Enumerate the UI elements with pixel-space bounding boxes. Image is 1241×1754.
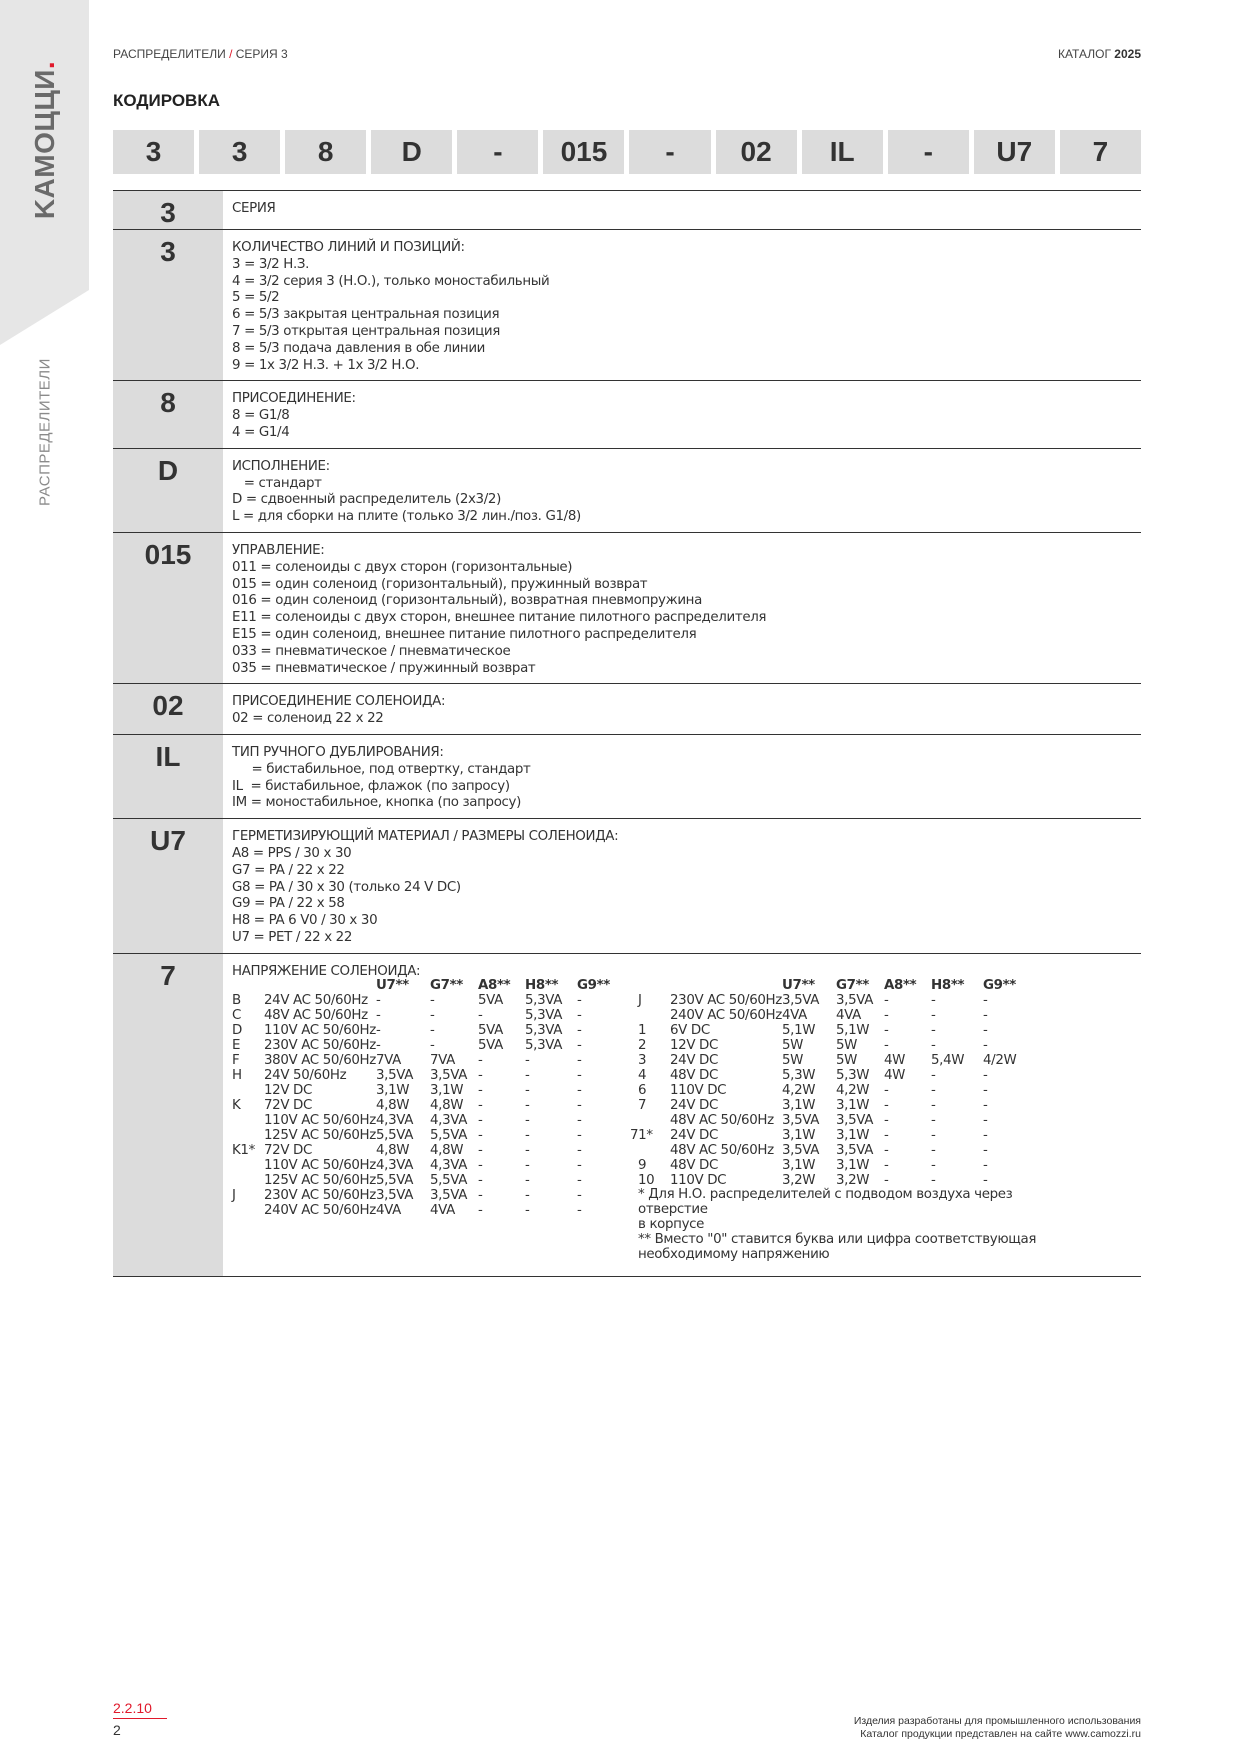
option-line: U7 = PET / 22 x 22	[232, 929, 353, 945]
voltage-cell: 4/2W	[983, 1053, 1017, 1069]
footer-section-code: 2.2.10	[113, 1700, 152, 1716]
voltage-cell: 110V AC 50/60Hz	[264, 1023, 376, 1039]
voltage-cell: 5,3W	[782, 1068, 816, 1084]
voltage-cell: 24V DC	[670, 1053, 719, 1069]
voltage-cell: -	[884, 1023, 889, 1039]
voltage-cell: -	[983, 1038, 988, 1054]
voltage-cell: 6V DC	[670, 1023, 710, 1039]
voltage-cell: -	[577, 1068, 582, 1084]
option-line: 8 = G1/8	[232, 408, 290, 424]
voltage-cell: -	[430, 993, 435, 1009]
voltage-cell: -	[983, 993, 988, 1009]
column-header: G9**	[983, 978, 1016, 994]
voltage-cell: 4,3VA	[376, 1113, 414, 1129]
voltage-cell: 12V DC	[264, 1083, 313, 1099]
voltage-cell: -	[931, 1098, 936, 1114]
option-line: 033 = пневматическое / пневматическое	[232, 643, 511, 659]
voltage-cell: -	[577, 1083, 582, 1099]
voltage-cell: 24V DC	[670, 1098, 719, 1114]
footnote: * Для Н.О. распределителей с подводом воздуха через отверстие	[638, 1186, 1013, 1217]
footer-page-number: 2	[113, 1722, 121, 1738]
column-header: G7**	[836, 978, 869, 994]
voltage-cell: -	[983, 1142, 988, 1158]
voltage-cell: -	[577, 1113, 582, 1129]
option-line: H8 = PA 6 V0 / 30 x 30	[232, 913, 378, 929]
voltage-cell: -	[525, 1142, 530, 1158]
voltage-cell: 5VA	[478, 1023, 503, 1039]
code-cell: 3	[199, 130, 280, 174]
voltage-cell: 240V AC 50/60Hz	[264, 1202, 376, 1218]
breadcrumb-section: РАСПРЕДЕЛИТЕЛИ	[113, 47, 226, 61]
voltage-cell: -	[525, 1202, 530, 1218]
voltage-cell: -	[983, 1098, 988, 1114]
voltage-cell: -	[577, 1202, 582, 1218]
row-description	[223, 954, 1141, 1277]
voltage-cell: 4VA	[376, 1202, 401, 1218]
voltage-cell: -	[884, 1172, 889, 1188]
voltage-cell: -	[525, 1157, 530, 1173]
voltage-cell: 48V AC 50/60Hz	[670, 1142, 774, 1158]
voltage-cell: 24V DC	[670, 1128, 719, 1144]
row-description	[223, 230, 1141, 380]
voltage-cell: 4,8W	[430, 1142, 464, 1158]
voltage-cell: F	[232, 1053, 240, 1069]
voltage-cell: -	[577, 1128, 582, 1144]
voltage-cell: 1	[638, 1023, 647, 1039]
voltage-cell: J	[232, 1187, 236, 1203]
voltage-cell: 4,3VA	[430, 1157, 468, 1173]
voltage-cell: -	[983, 1157, 988, 1173]
voltage-cell: -	[931, 1008, 936, 1024]
voltage-cell: -	[577, 1053, 582, 1069]
voltage-cell: 5,5VA	[430, 1128, 468, 1144]
row-code: 7	[113, 954, 223, 1277]
voltage-cell: -	[931, 1172, 936, 1188]
voltage-cell: 3,5VA	[836, 1113, 874, 1129]
voltage-cell: 48V DC	[670, 1157, 719, 1173]
voltage-cell: 48V AC 50/60Hz	[264, 1008, 368, 1024]
voltage-cell: -	[884, 1008, 889, 1024]
voltage-cell: -	[525, 1053, 530, 1069]
voltage-cell: -	[577, 1172, 582, 1188]
voltage-cell: -	[478, 1187, 483, 1203]
voltage-cell: -	[478, 1172, 483, 1188]
voltage-cell: 72V DC	[264, 1142, 313, 1158]
voltage-cell: 110V DC	[670, 1172, 727, 1188]
voltage-cell: 4,3VA	[376, 1157, 414, 1173]
row-description	[223, 449, 1141, 532]
row-code: 3	[113, 191, 223, 229]
option-line: 4 = G1/4	[232, 424, 290, 440]
voltage-cell: 4VA	[430, 1202, 455, 1218]
voltage-cell: -	[478, 1008, 483, 1024]
breadcrumb	[113, 47, 288, 61]
voltage-cell: -	[884, 1157, 889, 1173]
option-line: G8 = PA / 30 x 30 (только 24 V DC)	[232, 879, 461, 895]
breadcrumb-separator: /	[229, 47, 233, 61]
voltage-cell: -	[983, 1113, 988, 1129]
voltage-cell: 3,1W	[836, 1128, 870, 1144]
voltage-cell: 110V DC	[670, 1083, 727, 1099]
voltage-cell: 5,3VA	[525, 1008, 563, 1024]
option-line: IM = моностабильное, кнопка (по запросу)	[232, 795, 522, 811]
voltage-cell: 3,1W	[836, 1157, 870, 1173]
voltage-cell: 5,3VA	[525, 1023, 563, 1039]
row-code: D	[113, 449, 223, 532]
voltage-cell: 110V AC 50/60Hz	[264, 1157, 376, 1173]
code-cell: IL	[802, 130, 883, 174]
voltage-cell: 3,1W	[782, 1157, 816, 1173]
table-row	[113, 819, 1141, 954]
sidebar	[0, 0, 89, 1754]
voltage-cell: -	[525, 1113, 530, 1129]
voltage-cell: -	[931, 1023, 936, 1039]
voltage-cell: -	[376, 1023, 381, 1039]
voltage-cell: -	[577, 1098, 582, 1114]
voltage-cell: 12V DC	[670, 1038, 719, 1054]
voltage-cell: 5W	[836, 1038, 858, 1054]
row-heading: НАПРЯЖЕНИЕ СОЛЕНОИДА:	[232, 963, 421, 979]
voltage-cell: 7VA	[430, 1053, 455, 1069]
voltage-cell: -	[931, 1068, 936, 1084]
option-line: = стандарт	[232, 475, 322, 491]
voltage-cell: 125V AC 50/60Hz	[264, 1172, 376, 1188]
voltage-cell: -	[525, 1098, 530, 1114]
voltage-cell: 125V AC 50/60Hz	[264, 1128, 376, 1144]
brand-logo: KAMOЦЦИ.	[29, 60, 60, 220]
voltage-cell: 4,8W	[376, 1142, 410, 1158]
code-cell: 3	[113, 130, 194, 174]
voltage-cell: -	[983, 1008, 988, 1024]
option-line: A8 = PPS / 30 x 30	[232, 845, 352, 861]
voltage-cell: 4W	[884, 1068, 906, 1084]
voltage-cell: 5,3VA	[525, 1038, 563, 1054]
voltage-cell: -	[376, 993, 381, 1009]
voltage-cell: 4,8W	[376, 1098, 410, 1114]
option-line: 9 = 1x 3/2 Н.З. + 1x 3/2 Н.О.	[232, 357, 420, 373]
voltage-cell: 48V DC	[670, 1068, 719, 1084]
code-strip	[113, 130, 1141, 174]
voltage-cell: -	[931, 1083, 936, 1099]
row-code: U7	[113, 819, 223, 953]
option-line: 015 = один соленоид (горизонтальный), пружинный возврат	[232, 576, 648, 592]
column-header: A8**	[478, 978, 511, 994]
voltage-cell: 7	[638, 1098, 647, 1114]
table-row	[113, 230, 1141, 381]
voltage-cell: 5,3W	[836, 1068, 870, 1084]
row-description	[223, 533, 1141, 683]
page-title: КОДИРОВКА	[113, 91, 220, 110]
option-line: 3 = 3/2 Н.З.	[232, 256, 310, 272]
coding-table	[113, 190, 1141, 1277]
voltage-cell: 3,5VA	[836, 1142, 874, 1158]
table-row	[113, 449, 1141, 533]
row-heading: УПРАВЛЕНИЕ:	[232, 542, 325, 558]
voltage-cell: 5,3VA	[525, 993, 563, 1009]
voltage-cell: 3,5VA	[782, 1113, 820, 1129]
row-code: 02	[113, 684, 223, 734]
code-cell: -	[629, 130, 710, 174]
voltage-cell: 24V 50/60Hz	[264, 1068, 347, 1084]
column-header: A8**	[884, 978, 917, 994]
voltage-cell: -	[478, 1083, 483, 1099]
voltage-cell: 5W	[782, 1038, 804, 1054]
table-row	[113, 954, 1141, 1278]
code-cell: -	[888, 130, 969, 174]
voltage-cell: -	[577, 1008, 582, 1024]
row-heading: КОЛИЧЕСТВО ЛИНИЙ И ПОЗИЦИЙ:	[232, 240, 465, 255]
voltage-cell: 9	[638, 1157, 647, 1173]
voltage-cell: -	[478, 1202, 483, 1218]
option-line: L = для сборки на плите (только 3/2 лин./поз. G1/8)	[232, 509, 581, 525]
voltage-cell: 4,3VA	[430, 1113, 468, 1129]
voltage-cell: -	[577, 993, 582, 1009]
voltage-cell: 4VA	[782, 1008, 807, 1024]
option-line: E11 = соленоиды с двух сторон, внешнее питание пилотного распределителя	[232, 610, 767, 626]
sidebar-section-label: РАСПРЕДЕЛИТЕЛИ	[36, 358, 54, 506]
code-cell: U7	[974, 130, 1055, 174]
voltage-cell: -	[376, 1038, 381, 1054]
voltage-cell: 5,1W	[782, 1023, 816, 1039]
voltage-cell: 5VA	[478, 1038, 503, 1054]
column-header: G7**	[430, 978, 463, 994]
option-line: D = сдвоенный распределитель (2x3/2)	[232, 492, 501, 508]
voltage-cell: -	[884, 1113, 889, 1129]
catalog-year: 2025	[1114, 47, 1141, 61]
voltage-cell: -	[983, 1172, 988, 1188]
voltage-cell: -	[983, 1083, 988, 1099]
voltage-cell: -	[430, 1023, 435, 1039]
voltage-cell: -	[478, 1128, 483, 1144]
column-header: H8**	[931, 978, 965, 994]
row-heading: СЕРИЯ	[232, 201, 276, 216]
code-cell: -	[457, 130, 538, 174]
voltage-cell: -	[931, 1128, 936, 1144]
column-header: G9**	[577, 978, 610, 994]
footnote: в корпусе	[638, 1216, 705, 1232]
voltage-cell: 3	[638, 1053, 647, 1069]
voltage-cell: -	[478, 1142, 483, 1158]
voltage-cell: 3,1W	[782, 1128, 816, 1144]
voltage-cell: -	[884, 1142, 889, 1158]
option-line: IL = бистабильное, флажок (по запросу)	[232, 778, 510, 794]
voltage-grid	[232, 980, 1141, 1270]
voltage-cell: 3,5VA	[430, 1187, 468, 1203]
option-line: 4 = 3/2 серия 3 (Н.О.), только моностабильный	[232, 273, 550, 289]
voltage-cell: 24V AC 50/60Hz	[264, 993, 368, 1009]
voltage-cell: 7VA	[376, 1053, 401, 1069]
voltage-cell: 4,2W	[836, 1083, 870, 1099]
row-heading: ПРИСОЕДИНЕНИЕ:	[232, 391, 356, 407]
voltage-cell: -	[577, 1142, 582, 1158]
voltage-cell: -	[430, 1008, 435, 1024]
voltage-cell: 3,2W	[782, 1172, 816, 1188]
row-heading: ГЕРМЕТИЗИРУЮЩИЙ МАТЕРИАЛ / РАЗМЕРЫ СОЛЕНОИДА:	[232, 829, 619, 845]
voltage-cell: -	[983, 1068, 988, 1084]
option-line: 011 = соленоиды с двух сторон (горизонтальные)	[232, 559, 573, 575]
voltage-cell: -	[983, 1023, 988, 1039]
voltage-cell: -	[931, 1142, 936, 1158]
voltage-cell: 380V AC 50/60Hz	[264, 1053, 376, 1069]
voltage-cell: -	[478, 1157, 483, 1173]
voltage-cell: -	[525, 1128, 530, 1144]
voltage-cell: 72V DC	[264, 1098, 313, 1114]
footer-divider	[113, 1718, 167, 1719]
row-code: 015	[113, 533, 223, 683]
voltage-cell: -	[478, 1068, 483, 1084]
voltage-cell: 230V AC 50/60Hz	[264, 1038, 376, 1054]
option-line: E15 = один соленоид, внешнее питание пилотного распределителя	[232, 626, 697, 642]
voltage-cell: 5,5VA	[430, 1172, 468, 1188]
voltage-cell: 3,2W	[836, 1172, 870, 1188]
voltage-cell: -	[884, 1128, 889, 1144]
voltage-cell: -	[931, 993, 936, 1009]
catalog-label: КАТАЛОГ 2025	[1057, 47, 1141, 61]
voltage-cell: -	[884, 1083, 889, 1099]
voltage-cell: -	[478, 1098, 483, 1114]
voltage-cell: 3,1W	[430, 1083, 464, 1099]
row-description	[223, 684, 1141, 734]
voltage-cell: C	[232, 1008, 241, 1024]
voltage-cell: 2	[638, 1038, 647, 1054]
footnote: ** Вместо "0" ставится буква или цифра соответствующая необходимому напряжению	[638, 1231, 1037, 1262]
voltage-cell: -	[931, 1038, 936, 1054]
code-cell: D	[371, 130, 452, 174]
voltage-cell: 5,5VA	[376, 1172, 414, 1188]
option-line: 035 = пневматическое / пружинный возврат	[232, 660, 536, 676]
voltage-notes	[638, 1188, 1068, 1263]
table-row	[113, 381, 1141, 448]
voltage-cell: K	[232, 1098, 241, 1114]
voltage-cell: -	[577, 1187, 582, 1203]
voltage-cell: 110V AC 50/60Hz	[264, 1113, 376, 1129]
row-heading: ТИП РУЧНОГО ДУБЛИРОВАНИЯ:	[232, 744, 444, 760]
table-row	[113, 684, 1141, 735]
row-heading: ПРИСОЕДИНЕНИЕ СОЛЕНОИДА:	[232, 694, 446, 710]
voltage-cell: 10	[638, 1172, 655, 1188]
footer-note: Изделия разработаны для промышленного использования Каталог продукции представлен на сайте www.camozzi.ru	[853, 1715, 1141, 1740]
voltage-cell: 3,1W	[836, 1098, 870, 1114]
voltage-cell: 4VA	[836, 1008, 861, 1024]
voltage-cell: 5,1W	[836, 1023, 870, 1039]
table-row	[113, 191, 1141, 230]
row-code: 3	[113, 230, 223, 380]
voltage-cell: -	[884, 1098, 889, 1114]
voltage-cell: -	[376, 1008, 381, 1024]
voltage-cell: 3,1W	[782, 1098, 816, 1114]
code-cell: 8	[285, 130, 366, 174]
row-description	[223, 735, 1141, 818]
voltage-cell: 48V AC 50/60Hz	[670, 1113, 774, 1129]
voltage-cell: 5,5VA	[376, 1128, 414, 1144]
voltage-cell: 4,2W	[782, 1083, 816, 1099]
voltage-cell: -	[525, 1068, 530, 1084]
option-line: 016 = один соленоид (горизонтальный), возвратная пневмопружина	[232, 593, 702, 609]
voltage-cell: -	[577, 1038, 582, 1054]
row-description	[223, 381, 1141, 447]
voltage-cell: 4,8W	[430, 1098, 464, 1114]
option-line: 6 = 5/3 закрытая центральная позиция	[232, 307, 500, 323]
voltage-cell: 230V AC 50/60Hz	[264, 1187, 376, 1203]
voltage-cell: -	[525, 1172, 530, 1188]
option-line: 8 = 5/3 подача давления в обе линии	[232, 340, 486, 356]
voltage-cell: -	[525, 1083, 530, 1099]
voltage-cell: -	[577, 1157, 582, 1173]
voltage-cell: -	[983, 1128, 988, 1144]
voltage-cell: 5VA	[478, 993, 503, 1009]
voltage-cell: -	[478, 1053, 483, 1069]
option-line: G7 = PA / 22 x 22	[232, 862, 345, 878]
code-cell: 7	[1060, 130, 1141, 174]
voltage-cell: -	[430, 1038, 435, 1054]
option-line: 7 = 5/3 открытая центральная позиция	[232, 323, 500, 339]
column-header: U7**	[376, 978, 409, 994]
row-heading: ИСПОЛНЕНИЕ:	[232, 458, 330, 474]
voltage-cell: -	[931, 1113, 936, 1129]
voltage-cell: 5W	[836, 1053, 858, 1069]
voltage-cell: J	[638, 993, 642, 1009]
voltage-cell: -	[931, 1157, 936, 1173]
option-line: 5 = 5/2	[232, 290, 280, 306]
voltage-cell: -	[478, 1113, 483, 1129]
row-code: IL	[113, 735, 223, 818]
option-line: = бистабильное, под отвертку, стандарт	[232, 761, 531, 777]
voltage-cell: B	[232, 993, 241, 1009]
voltage-cell: 71*	[630, 1128, 653, 1144]
option-line: 02 = соленоид 22 x 22	[232, 711, 384, 727]
voltage-cell: K1*	[232, 1142, 255, 1158]
voltage-cell: -	[577, 1023, 582, 1039]
voltage-cell: 3,5VA	[782, 993, 820, 1009]
voltage-cell: 3,5VA	[376, 1068, 414, 1084]
voltage-cell: -	[884, 1038, 889, 1054]
voltage-cell: -	[525, 1187, 530, 1203]
voltage-cell: -	[884, 993, 889, 1009]
voltage-cell: 5,4W	[931, 1053, 965, 1069]
breadcrumb-page: СЕРИЯ 3	[235, 47, 288, 61]
voltage-cell: 3,1W	[376, 1083, 410, 1099]
voltage-cell: D	[232, 1023, 242, 1039]
option-line: G9 = PA / 22 x 58	[232, 896, 345, 912]
table-row	[113, 735, 1141, 819]
voltage-cell: 3,5VA	[430, 1068, 468, 1084]
voltage-cell: 3,5VA	[782, 1142, 820, 1158]
voltage-cell: H	[232, 1068, 242, 1084]
voltage-cell: 4	[638, 1068, 647, 1084]
code-cell: 02	[716, 130, 797, 174]
column-header: H8**	[525, 978, 559, 994]
voltage-cell: 230V AC 50/60Hz	[670, 993, 782, 1009]
row-description	[223, 191, 1141, 229]
column-header: U7**	[782, 978, 815, 994]
row-description	[223, 819, 1141, 953]
voltage-cell: 4W	[884, 1053, 906, 1069]
voltage-cell: 240V AC 50/60Hz	[670, 1008, 782, 1024]
table-row	[113, 533, 1141, 684]
voltage-cell: 6	[638, 1083, 647, 1099]
voltage-cell: 3,5VA	[376, 1187, 414, 1203]
voltage-cell: E	[232, 1038, 241, 1054]
voltage-cell: 3,5VA	[836, 993, 874, 1009]
row-code: 8	[113, 381, 223, 447]
code-cell: 015	[543, 130, 624, 174]
voltage-cell: 5W	[782, 1053, 804, 1069]
